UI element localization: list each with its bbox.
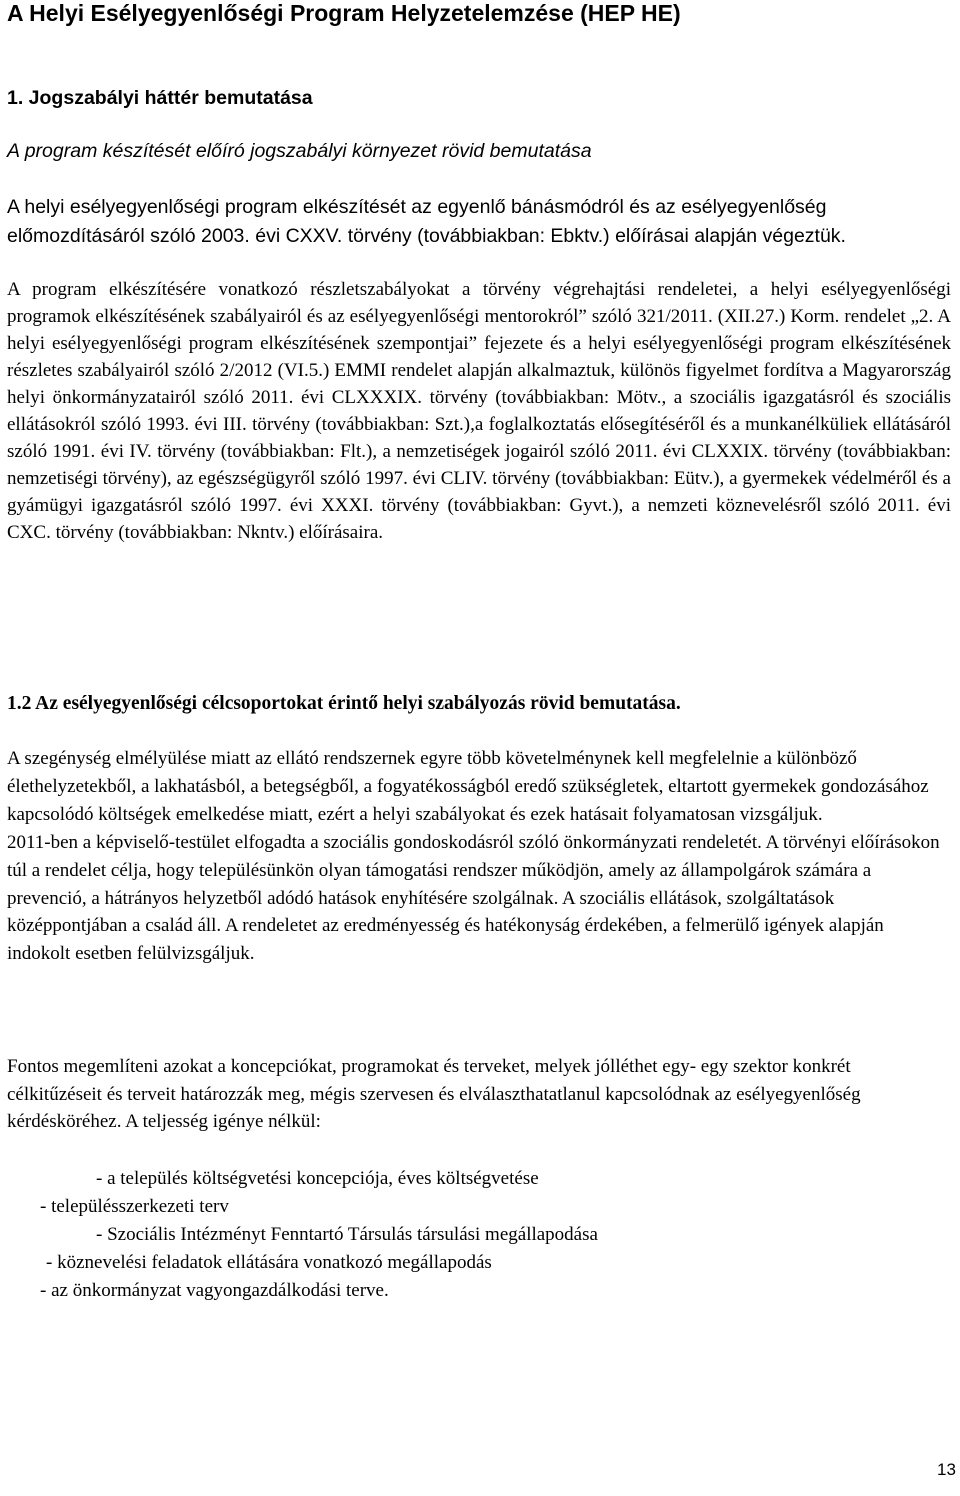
list-item: - Szociális Intézményt Fenntartó Társulás társulási megállapodása — [96, 1224, 598, 1245]
local-regulation-paragraph-2: 2011-ben a képviselő-testület elfogadta a szociális gondoskodásról szóló önkormányzati rendeletét. A törvényi előírásokon túl a rendelet célja, hogy településünkön olyan támogatási rendszer működjön, amely az állampolgárok számára a prevenció, a hátrányos helyzetből adódó hatások enyhítésére szolgálnak. A szociális ellátások, szolgáltatások középpontjában a család áll. A rendeletet az eredményesség és hatékonyság érdekében, a felmerülő igények alapján indokolt esetben felülvizsgáljuk. — [7, 831, 940, 965]
concepts-paragraph: Fontos megemlíteni azokat a koncepciókat, programokat és terveket, melyek jólléthet egy- egy szektor konkrét célkitűzéseit és terveit határozzák meg, mégis szervesen és elválaszthatatlanul kapcsolódnak az esélyegyenlőség kérdésköréhez. A teljesség igénye nélkül: — [7, 1056, 861, 1132]
list-item: - településszerkezeti terv — [40, 1196, 229, 1217]
section-heading-1-2: 1.2 Az esélyegyenlőségi célcsoportokat érintő helyi szabályozás rövid bemutatása. — [7, 693, 681, 714]
list-item: - az önkormányzat vagyongazdálkodási terve. — [40, 1280, 389, 1301]
section-subheading-1: A program készítését előíró jogszabályi környezet rövid bemutatása — [7, 140, 592, 162]
local-regulation-block — [7, 745, 943, 968]
local-regulation-paragraph-1: A szegénység elmélyülése miatt az ellátó rendszernek egyre több követelménynek kell megfelelnie a különböző élethelyzetekből, a lakhatásból, a betegségből, a fogyatékosságból eredő szükségletek, eltartott gyermekek gondozásához kapcsolódó költségek emelkedése miatt, ezért a helyi szabályokat és ezek hatásait folyamatosan vizsgáljuk. — [7, 748, 929, 825]
list-item: - köznevelési feladatok ellátására vonatkozó megállapodás — [46, 1252, 492, 1273]
section-heading-1: 1. Jogszabályi háttér bemutatása — [7, 87, 313, 109]
legal-background-paragraph-2: A program elkészítésére vonatkozó részletszabályokat a törvény végrehajtási rendeletei, a helyi esélyegyenlőségi programok elkészítésének szabályairól és az esélyegyenlőségi mentorokról” szóló 321/2011. (XII.27.) Korm. rendelet „2. A helyi esélyegyenlőségi program elkészítésének szempontjai” fejezete és a helyi esélyegyenlőségi program elkészítésének részletes szabályairól szóló 2/2012 (VI.5.) EMMI rendelet alapján alkalmaztuk, különös figyelmet fordítva a Magyarország helyi önkormányzatairól szóló 2011. évi CLXXXIX. törvény (továbbiakban: Mötv., a szociális igazgatásról és szociális ellátásokról szóló 1993. évi III. törvény (továbbiakban: Szt.),a foglalkoztatás elősegítéséről és a munkanélküliek ellátásáról szóló 1991. évi IV. törvény (továbbiakban: Flt.), a nemzetiségek jogairól szóló 2011. évi CLXXIX. törvény (továbbiakban: nemzetiségi törvény), az egészségügyről szóló 1997. évi CLIV. törvény (továbbiakban: Eütv.), a gyermekek védelméről és a gyámügyi igazgatásról szóló 1997. évi XXXI. törvény (továbbiakban: Gyvt.), a nemzeti köznevelésről szóló 2011. évi CXC. törvény (továbbiakban: Nkntv.) előírásaira. — [7, 279, 951, 543]
list-item: - a település költségvetési koncepciója, éves költségvetése — [96, 1168, 539, 1189]
page-number: 13 — [937, 1460, 956, 1479]
document-title: A Helyi Esélyegyenlőségi Program Helyzetelemzése (HEP HE) — [7, 0, 681, 26]
legal-background-paragraph-1: A helyi esélyegyenlőségi program elkészítését az egyenlő bánásmódról és az esélyegyenlőség előmozdításáról szóló 2003. évi CXXV. törvény (továbbiakban: Ebktv.) előírásai alapján végeztük. — [7, 196, 846, 247]
